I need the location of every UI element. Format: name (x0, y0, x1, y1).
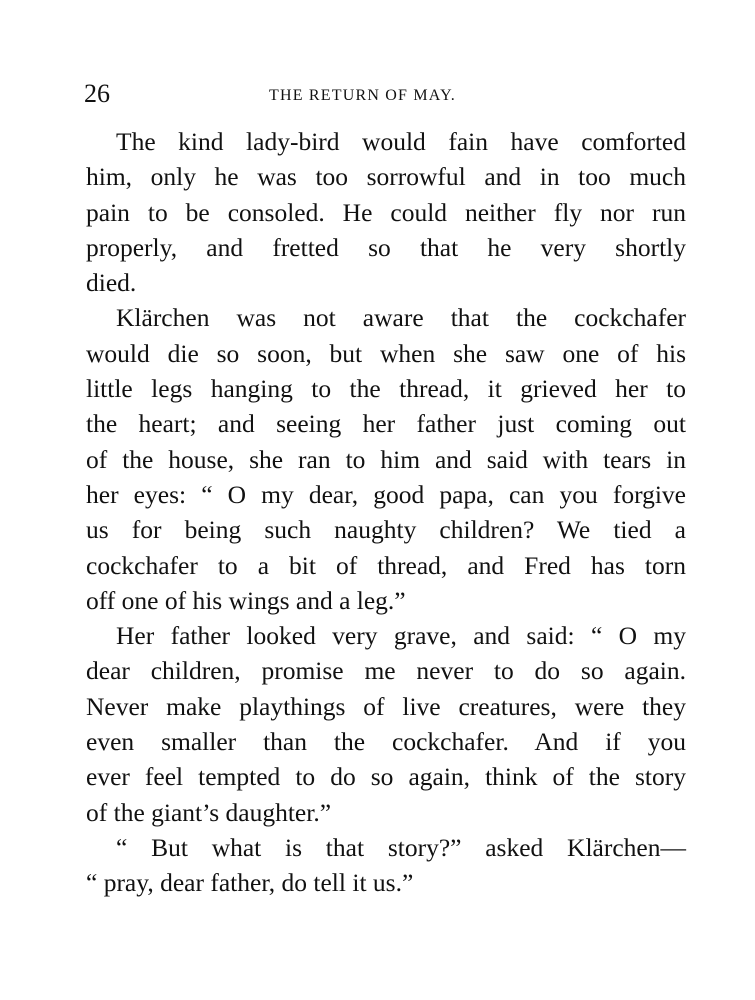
page-number: 26 (84, 79, 110, 108)
text-line: died. (86, 268, 137, 298)
paragraph (86, 300, 686, 618)
text-line: of the house, she ran to him and said with tears in (86, 444, 686, 474)
text-line: would die so soon, but when she saw one of his (86, 338, 686, 368)
text-line: Klärchen was not aware that the cockchafer (116, 303, 686, 333)
text-line: little legs hanging to the thread, it grieved her to (86, 374, 686, 404)
text-line: properly, and fretted so that he very shortly (86, 232, 686, 262)
text-line: pain to be consoled. He could neither fly nor run (86, 197, 686, 227)
text-line: cockchafer to a bit of thread, and Fred has torn (86, 550, 686, 580)
body-text (86, 124, 686, 901)
paragraph (86, 830, 686, 901)
page-header (84, 78, 684, 110)
text-line: the heart; and seeing her father just coming out (86, 409, 686, 439)
running-title: THE RETURN OF MAY. (269, 87, 456, 104)
text-line: us for being such naughty children? We tied a (86, 515, 686, 545)
paragraph (86, 124, 686, 300)
paragraph (86, 618, 686, 830)
text-line: off one of his wings and a leg.” (86, 585, 406, 615)
text-line: The kind lady-bird would fain have comforted (116, 127, 686, 156)
text-line: dear children, promise me never to do so again. (86, 656, 686, 686)
text-line: Her father looked very grave, and said: “ O my (116, 621, 686, 651)
text-line: Never make playthings of live creatures, were they (86, 691, 686, 721)
text-line: her eyes: “ O my dear, good papa, can you forgive (86, 479, 686, 509)
text-line: ever feel tempted to do so again, think of the story (86, 762, 686, 792)
text-line: “ pray, dear father, do tell it us.” (86, 868, 414, 898)
text-line: of the giant’s daughter.” (86, 797, 332, 827)
text-line: him, only he was too sorrowful and in too much (86, 162, 686, 192)
text-line: even smaller than the cockchafer. And if you (86, 727, 686, 757)
text-line: “ But what is that story?” asked Klärchen— (116, 832, 686, 862)
